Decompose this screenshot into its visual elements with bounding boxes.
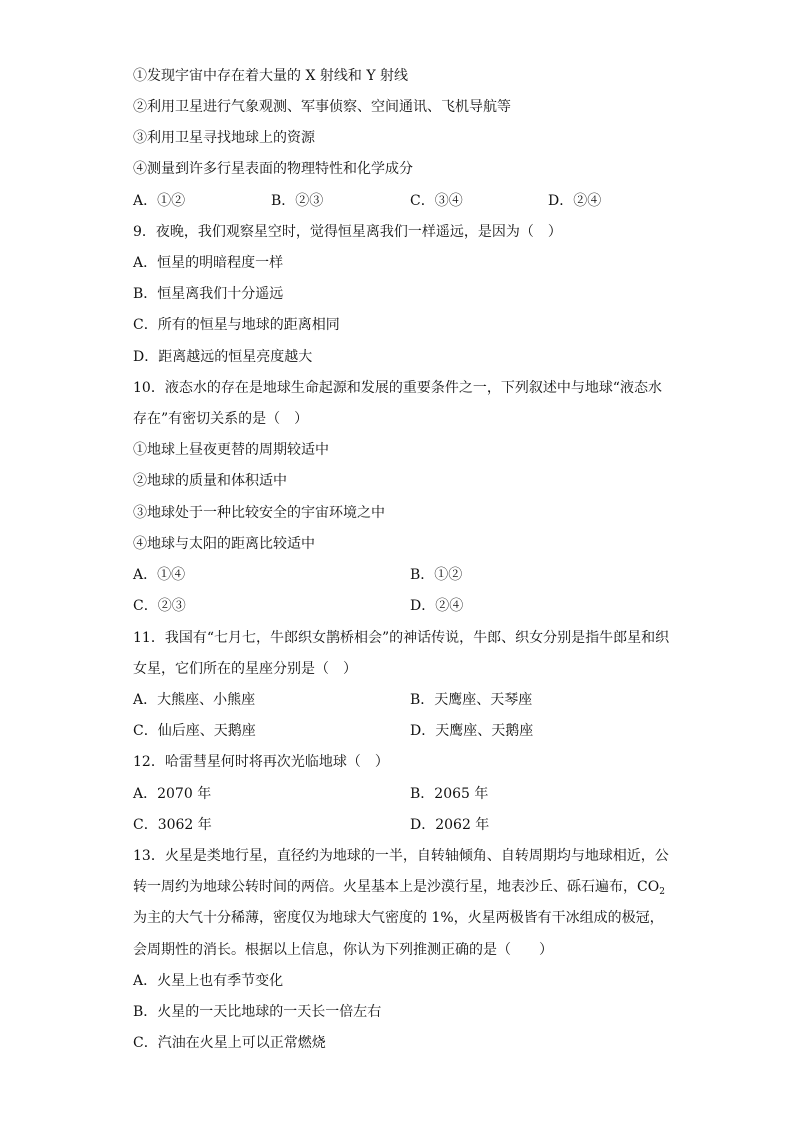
q9-option-a: A．恒星的明暗程度一样 xyxy=(133,255,284,271)
q12-option-a: A．2070 年 xyxy=(133,786,212,802)
q13-stem-line2-text: 转一周约为地球公转时间的两倍。火星基本上是沙漠行星，地表沙丘、砾石遍布，CO xyxy=(133,879,660,895)
q10-option-a: A．①④ xyxy=(133,567,186,583)
q8-item-4: ④测量到许多行星表面的物理特性和化学成分 xyxy=(133,161,413,177)
q10-stem-line1: 10．液态水的存在是地球生命起源和发展的重要条件之一，下列叙述中与地球“液态水 xyxy=(133,380,662,396)
q10-item-1: ①地球上昼夜更替的周期较适中 xyxy=(133,442,329,458)
q13-option-a: A．火星上也有季节变化 xyxy=(133,973,284,989)
q10-stem-line2: 存在”有密切关系的是（ ） xyxy=(133,411,309,427)
q10-option-d: D．②④ xyxy=(410,598,464,614)
q11-stem-line1: 11．我国有“七月七，牛郎织女鹊桥相会”的神话传说，牛郎、织女分别是指牛郎星和织 xyxy=(133,630,670,646)
q10-option-b: B．①② xyxy=(410,567,463,583)
q13-stem-line1: 13．火星是类地行星，直径约为地球的一半，自转轴倾角、自转周期均与地球相近，公 xyxy=(133,848,669,864)
q11-option-a: A．大熊座、小熊座 xyxy=(133,692,256,708)
q13-stem-line3: 为主的大气十分稀薄，密度仅为地球大气密度的 1%，火星两极皆有干冰组成的极冠， xyxy=(133,910,664,926)
q9-option-c: C．所有的恒星与地球的距离相同 xyxy=(133,317,340,333)
q12-option-c: C．3062 年 xyxy=(133,817,212,833)
q13-option-b: B．火星的一天比地球的一天长一倍左右 xyxy=(133,1004,382,1020)
q11-option-b: B．天鹰座、天琴座 xyxy=(410,692,533,708)
q13-stem-line2 xyxy=(133,877,665,897)
q11-stem-line2: 女星，它们所在的星座分别是（ ） xyxy=(133,661,357,677)
q8-option-d: D．②④ xyxy=(548,193,602,209)
q13-stem-line4: 会周期性的消长。根据以上信息，你认为下列推测正确的是（ ） xyxy=(133,942,553,958)
q8-item-3: ③利用卫星寻找地球上的资源 xyxy=(133,130,315,146)
q8-option-c: C．③④ xyxy=(410,193,463,209)
q10-item-3: ③地球处于一种比较安全的宇宙环境之中 xyxy=(133,505,385,521)
q8-item-1: ①发现宇宙中存在着大量的 X 射线和 Y 射线 xyxy=(133,68,409,84)
co2-subscript: 2 xyxy=(659,887,665,897)
q8-option-a: A．①② xyxy=(133,193,186,209)
q10-item-4: ④地球与太阳的距离比较适中 xyxy=(133,536,315,552)
q10-option-c: C．②③ xyxy=(133,598,186,614)
q10-item-2: ②地球的质量和体积适中 xyxy=(133,473,287,489)
q9-option-b: B．恒星离我们十分遥远 xyxy=(133,286,284,302)
q9-stem: 9．夜晚，我们观察星空时，觉得恒星离我们一样遥远，是因为（ ） xyxy=(133,224,562,240)
q12-option-d: D．2062 年 xyxy=(410,817,490,833)
q13-option-c: C．汽油在火星上可以正常燃烧 xyxy=(133,1035,326,1051)
q12-stem: 12．哈雷彗星何时将再次光临地球（ ） xyxy=(133,754,389,770)
q11-option-c: C．仙后座、天鹅座 xyxy=(133,723,256,739)
q9-option-d: D．距离越远的恒星亮度越大 xyxy=(133,349,313,365)
q8-option-b: B．②③ xyxy=(271,193,324,209)
q12-option-b: B．2065 年 xyxy=(410,786,489,802)
q11-option-d: D．天鹰座、天鹅座 xyxy=(410,723,534,739)
q8-item-2: ②利用卫星进行气象观测、军事侦察、空间通讯、飞机导航等 xyxy=(133,99,511,115)
